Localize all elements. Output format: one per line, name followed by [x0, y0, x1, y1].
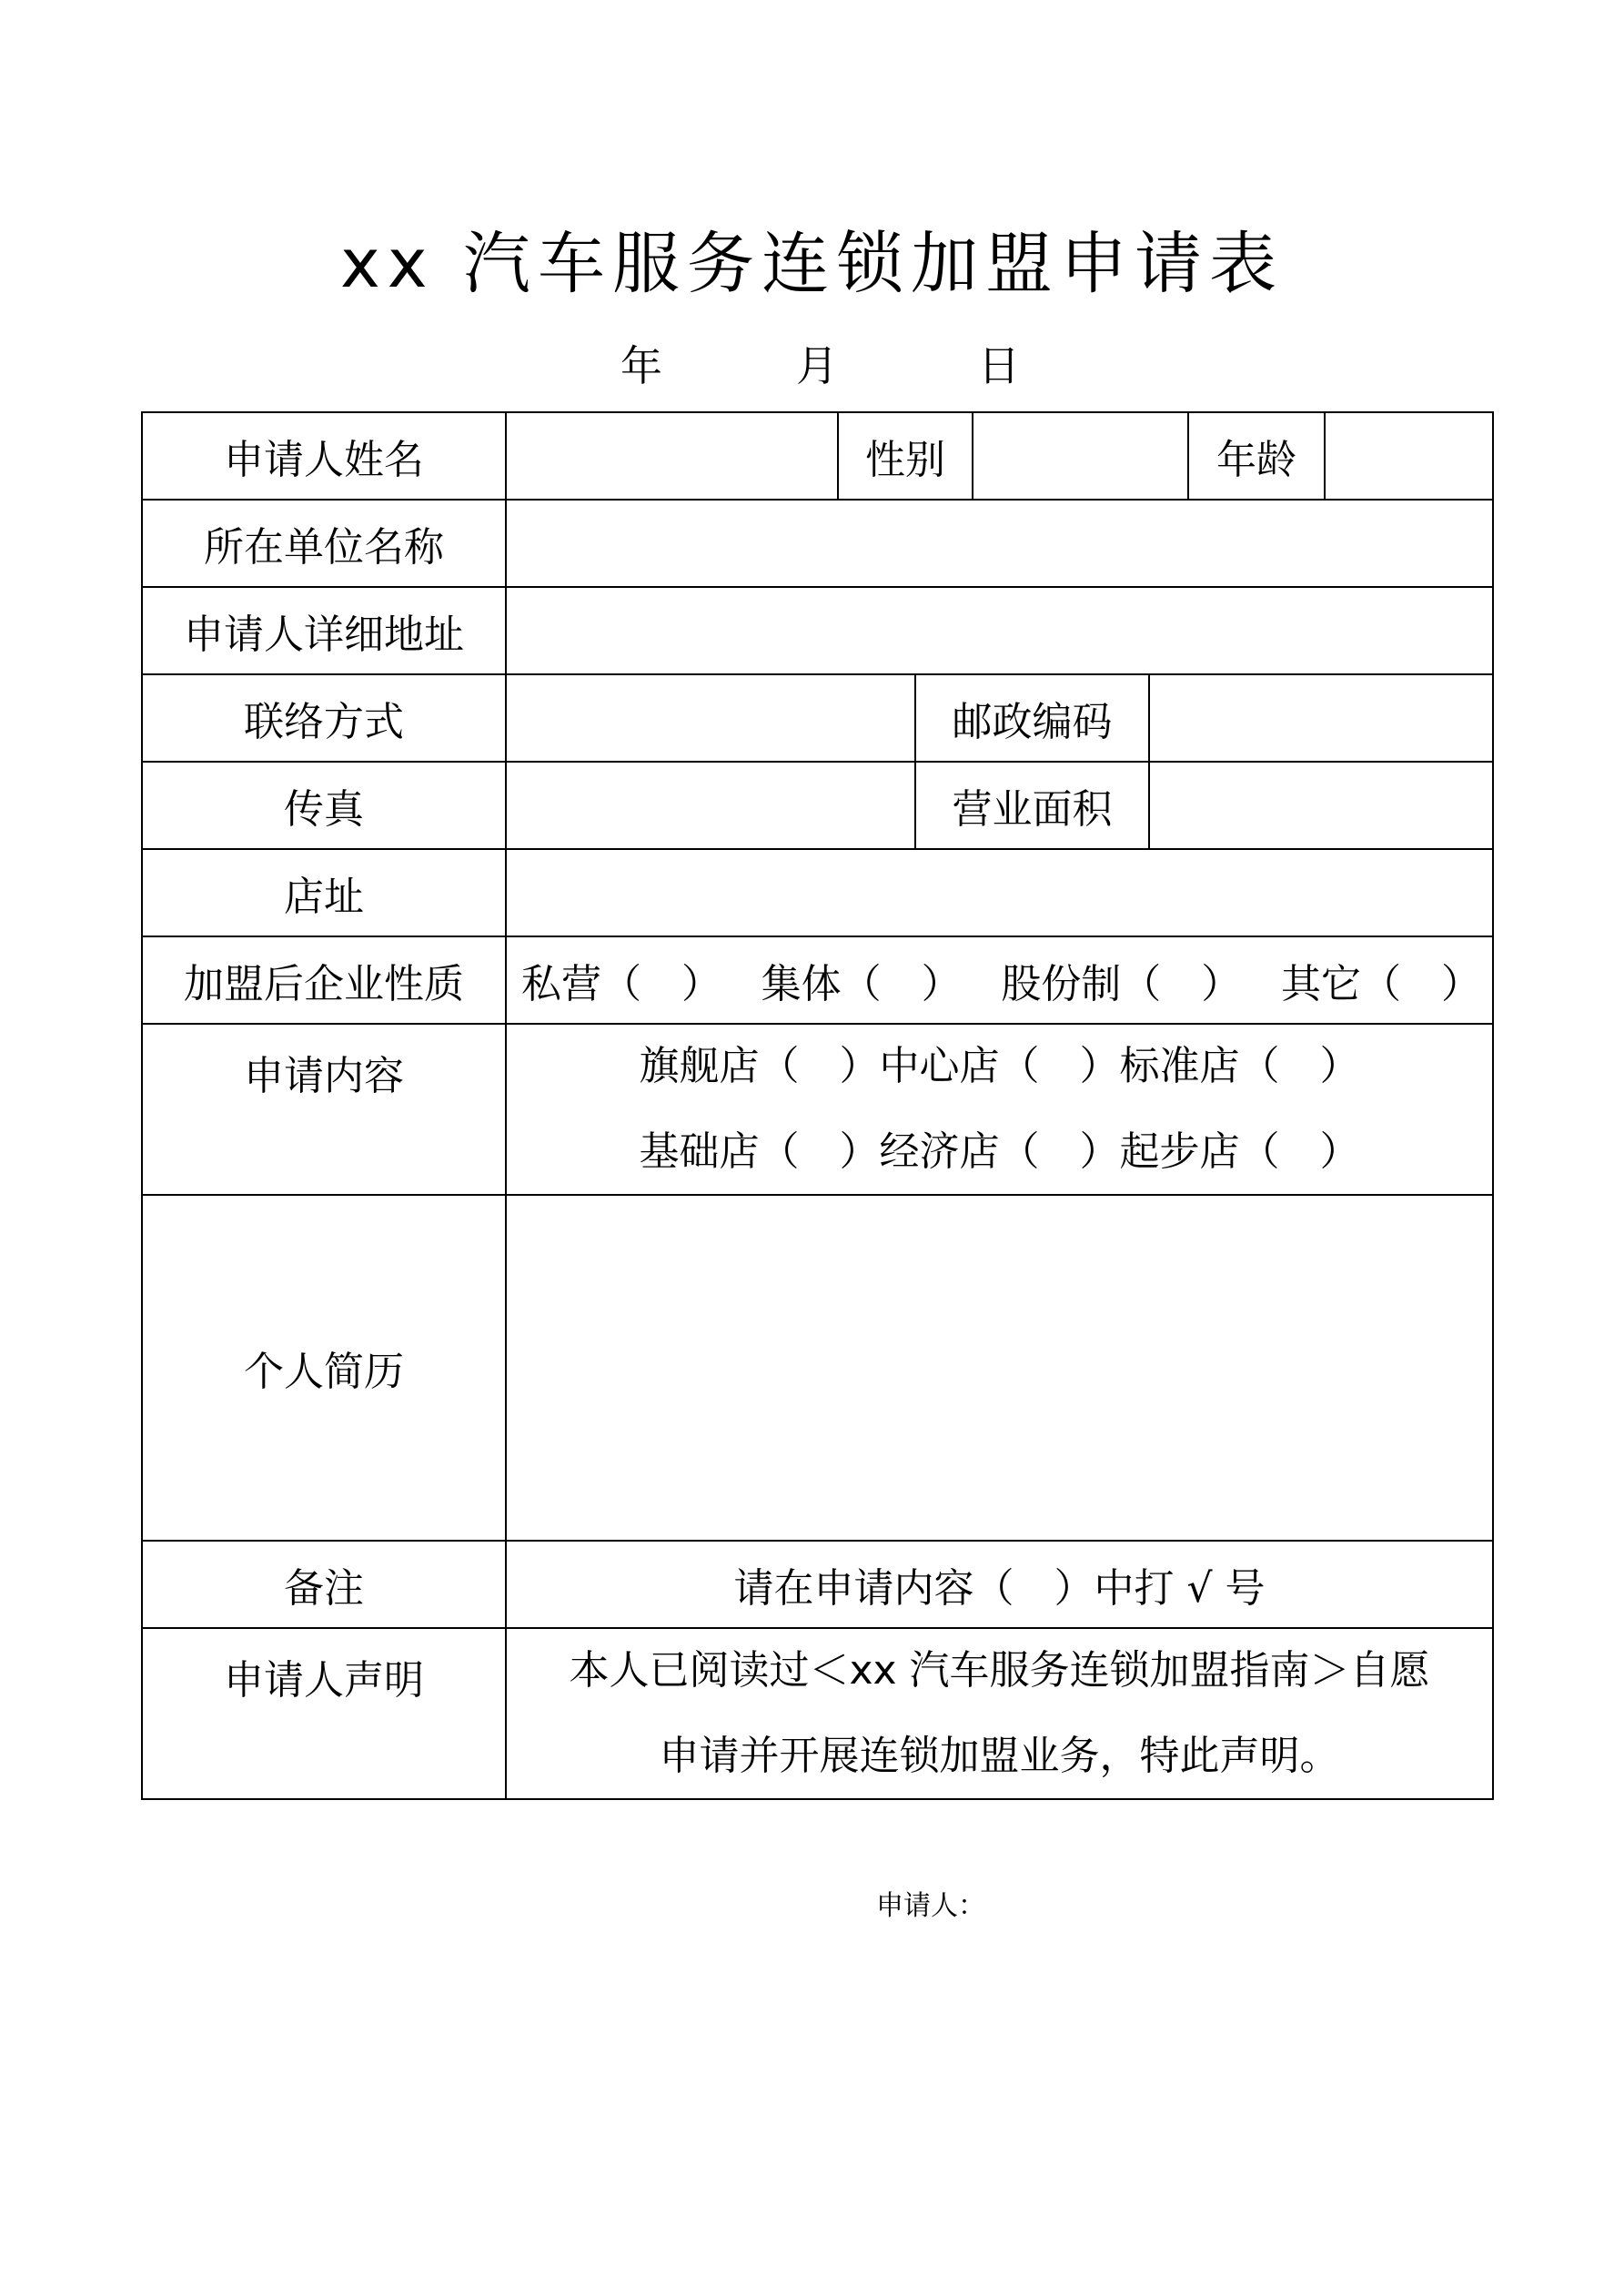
remark-label: 备注: [143, 1542, 507, 1627]
postcode-label: 邮政编码: [916, 675, 1150, 761]
form-row-fax: [143, 763, 1494, 850]
declaration-text: [507, 1629, 1494, 1798]
contact-field[interactable]: [507, 675, 916, 761]
resume-label: 个人简历: [143, 1196, 507, 1540]
age-label: 年龄: [1189, 413, 1326, 499]
contact-label: 联络方式: [143, 675, 507, 761]
form-row-declaration: [143, 1629, 1494, 1800]
form-row-enterprise-nature: [143, 937, 1494, 1025]
page-title: xx 汽车服务连锁加盟申请表: [339, 225, 1285, 303]
business-area-field[interactable]: [1150, 763, 1494, 848]
date-month-label: 月: [796, 341, 838, 390]
declaration-label: 申请人声明: [143, 1629, 507, 1798]
applicant-name-field[interactable]: [507, 413, 839, 499]
application-content-label: 申请内容: [143, 1025, 507, 1194]
remark-text: 请在申请内容（ ）中打 √ 号: [507, 1542, 1494, 1627]
nature-option-private[interactable]: 私营（ ）: [521, 961, 721, 1007]
store-type-line-2[interactable]: 基础店（ ）经济店（ ）起步店（ ）: [639, 1128, 1360, 1175]
enterprise-nature-label: 加盟后企业性质: [143, 937, 507, 1023]
postcode-field[interactable]: [1150, 675, 1494, 761]
store-address-label: 店址: [143, 850, 507, 936]
company-field[interactable]: [507, 501, 1494, 586]
form-row-application-content: [143, 1025, 1494, 1196]
form-row-address: [143, 588, 1494, 675]
date-year-label: 年: [620, 341, 662, 390]
declaration-line-2: 申请并开展连锁加盟业务，特此声明。: [659, 1733, 1340, 1779]
business-area-label: 营业面积: [916, 763, 1150, 848]
company-label: 所在单位名称: [143, 501, 507, 586]
gender-label: 性别: [839, 413, 973, 499]
resume-field[interactable]: [507, 1196, 1494, 1540]
nature-option-collective[interactable]: 集体（ ）: [761, 961, 962, 1007]
gender-field[interactable]: [973, 413, 1189, 499]
nature-option-shareholding[interactable]: 股份制（ ）: [1001, 961, 1242, 1007]
form-row-remark: [143, 1542, 1494, 1629]
address-label: 申请人详细地址: [143, 588, 507, 673]
enterprise-nature-options: [507, 937, 1494, 1023]
form-row-store-address: [143, 850, 1494, 937]
application-form: [141, 411, 1494, 1800]
applicant-name-label: 申请人姓名: [143, 413, 507, 499]
fax-field[interactable]: [507, 763, 916, 848]
nature-option-other[interactable]: 其它（ ）: [1280, 961, 1481, 1007]
address-field[interactable]: [507, 588, 1494, 673]
store-address-field[interactable]: [507, 850, 1494, 936]
form-row-resume: [143, 1196, 1494, 1542]
form-row-applicant: [143, 413, 1494, 501]
date-day-label: 日: [978, 341, 1020, 390]
age-field[interactable]: [1326, 413, 1494, 499]
store-type-line-1[interactable]: 旗舰店（ ）中心店（ ）标准店（ ）: [639, 1043, 1360, 1089]
form-row-contact: [143, 675, 1494, 763]
applicant-signature-label: 申请人：: [876, 1890, 985, 1922]
declaration-line-1: 本人已阅读过＜xx 汽车服务连锁加盟指南＞自愿: [569, 1647, 1430, 1694]
form-row-company: [143, 501, 1494, 588]
fax-label: 传真: [143, 763, 507, 848]
application-content-options: [507, 1025, 1494, 1194]
